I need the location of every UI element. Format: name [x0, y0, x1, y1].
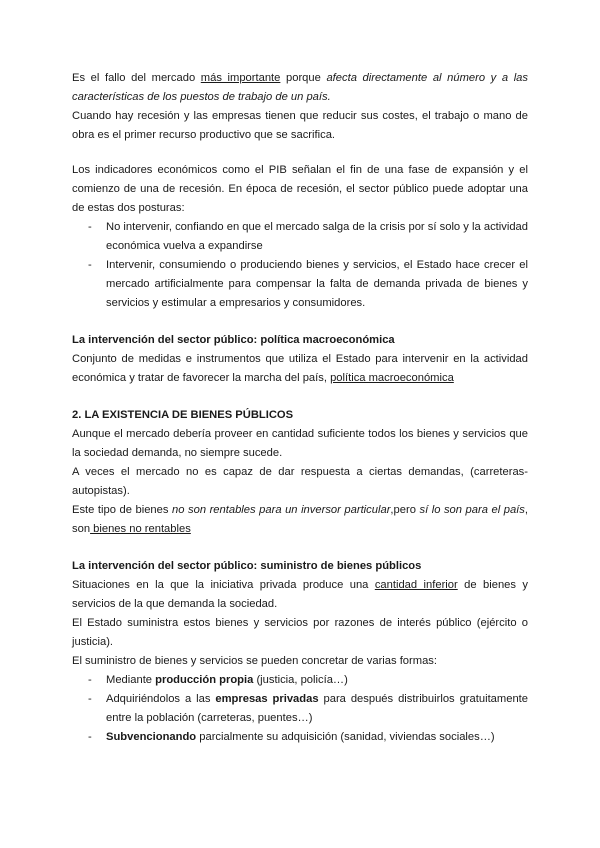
underlined-phrase: política macroeconómica	[330, 372, 454, 384]
document-body	[72, 69, 528, 747]
macro-heading: La intervención del sector público: política macroeconómica	[72, 334, 395, 346]
section-2-paragraph-3: Este tipo de bienes no son rentables para un inversor particular,pero sí lo son para el país, son bienes no rentables	[72, 504, 528, 535]
intro-paragraph-2: Cuando hay recesión y las empresas tienen que reducir sus costes, el trabajo o mano de obra es el primer recurso productivo que se sacrifica.	[72, 110, 528, 141]
list-item: - Subvencionando parcialmente su adquisición (sanidad, viviendas sociales…)	[88, 731, 495, 743]
list-item: - Mediante producción propia (justicia, policía…)	[88, 674, 348, 686]
intro-paragraph-3: Los indicadores económicos como el PIB señalan el fin de una fase de expansión y el comienzo de una de recesión. En época de recesión, el sector público puede adoptar una de estas dos posturas:	[72, 164, 528, 214]
underlined-phrase: bienes no rentables	[90, 523, 191, 535]
supply-paragraph-3: El suministro de bienes y servicios se pueden concretar de varias formas:	[72, 655, 438, 667]
list-item: - Intervenir, consumiendo o produciendo bienes y servicios, el Estado hace crecer el mercado artificialmente para compensar la falta de demanda privada de bienes y servicios y estimular a empresarios y consumidores.	[88, 259, 528, 309]
underlined-phrase: cantidad inferior	[374, 579, 458, 591]
underlined-phrase: más importante	[200, 72, 281, 84]
postures-list	[72, 218, 528, 313]
supply-paragraph-2: El Estado suministra estos bienes y servicios por razones de interés público (ejército o justicia).	[72, 617, 528, 648]
italic-phrase: afecta directamente al número y a las características de los puestos de trabajo de un país.	[72, 72, 528, 103]
list-item: - No intervenir, confiando en que el mercado salga de la crisis por sí solo y la actividad económica vuelva a expandirse	[88, 221, 528, 252]
intro-paragraph-1: Es el fallo del mercado más importante porque afecta directamente al número y a las características de los puestos de trabajo de un país.	[72, 72, 528, 103]
section-2-paragraph-2: A veces el mercado no es capaz de dar respuesta a ciertas demandas, (carreteras-autopistas).	[72, 466, 528, 497]
supply-forms-list	[72, 671, 528, 747]
section-2-heading: 2. LA EXISTENCIA DE BIENES PÚBLICOS	[72, 409, 294, 421]
section-2-paragraph-1: Aunque el mercado debería proveer en cantidad suficiente todos los bienes y servicios que la sociedad demanda, no siempre sucede.	[72, 428, 528, 459]
macro-paragraph: Conjunto de medidas e instrumentos que utiliza el Estado para intervenir en la actividad económica y tratar de favorecer la marcha del país, política macroeconómica	[72, 353, 528, 384]
supply-heading: La intervención del sector público: suministro de bienes públicos	[72, 560, 422, 572]
supply-paragraph-1: Situaciones en la que la iniciativa privada produce una cantidad inferior de bienes y servicios de la que demanda la sociedad.	[72, 579, 528, 610]
list-item: - Adquiriéndolos a las empresas privadas para después distribuirlos gratuitamente entre la población (carreteras, puentes…)	[88, 693, 528, 724]
